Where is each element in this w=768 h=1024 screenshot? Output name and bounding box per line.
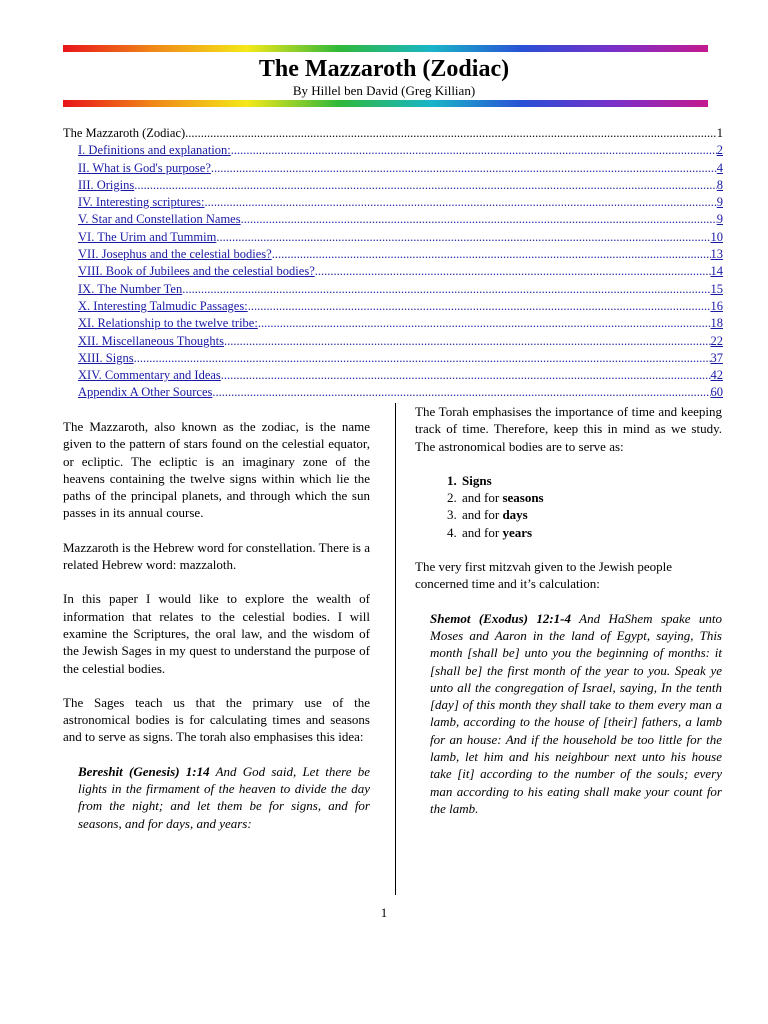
- toc-entry-label: XIV. Commentary and Ideas: [78, 368, 221, 383]
- toc-dot-leader: [211, 160, 717, 177]
- toc-entry-link[interactable]: [63, 160, 723, 177]
- toc-entry-page: 15: [710, 281, 723, 296]
- toc-entry-label: VIII. Book of Jubilees and the celestial bodies?: [78, 264, 315, 279]
- toc-entry-link[interactable]: [63, 333, 723, 350]
- exodus-quote: [415, 610, 722, 818]
- toc-entry-label: III. Origins: [78, 177, 135, 192]
- toc-dot-leader: [224, 333, 711, 350]
- toc-entry-label: IV. Interesting scriptures:: [78, 195, 205, 210]
- toc-entry-label: X. Interesting Talmudic Passages:: [78, 298, 248, 313]
- toc-entry-page: 42: [710, 368, 723, 383]
- toc-entry-link[interactable]: [63, 281, 723, 298]
- toc-entry-link[interactable]: [63, 211, 723, 228]
- toc-entry-page: 60: [710, 385, 723, 400]
- toc-entry-page: 16: [710, 298, 723, 313]
- toc-entry-page: 37: [710, 350, 723, 365]
- toc-entry-label: I. Definitions and explanation:: [78, 143, 231, 158]
- toc-entry-page: 13: [710, 247, 723, 262]
- toc-dot-leader: [248, 298, 711, 315]
- toc-dot-leader: [315, 263, 711, 280]
- table-of-contents: [63, 125, 723, 402]
- toc-dot-leader: [258, 315, 711, 332]
- toc-entry-label: XII. Miscellaneous Thoughts: [78, 333, 224, 348]
- column-divider: [395, 403, 396, 895]
- toc-entry-label: XIII. Signs: [78, 350, 134, 365]
- toc-entry-link[interactable]: [63, 350, 723, 367]
- hebrew-word-paragraph: Mazzaroth is the Hebrew word for constellation. There is a related Hebrew word: mazzaloth.: [63, 539, 370, 573]
- toc-dot-leader: [216, 229, 710, 246]
- purpose-list-item: [460, 524, 722, 541]
- toc-entry-link[interactable]: [63, 194, 723, 211]
- toc-entry-page: 22: [710, 333, 723, 348]
- bottom-rainbow-rule: [63, 100, 708, 107]
- list-item-keyword: seasons: [502, 490, 544, 506]
- toc-entry-list: [63, 142, 723, 401]
- toc-entry-link[interactable]: [63, 177, 723, 194]
- genesis-quote-reference: Bereshit (Genesis) 1:14: [78, 763, 210, 779]
- toc-entry-page: 18: [710, 316, 723, 331]
- list-item-prefix: and for: [462, 524, 503, 540]
- sages-paragraph: The Sages teach us that the primary use of the astronomical bodies is for calculating times and seasons and to serve as signs. The torah also emphasises this idea:: [63, 694, 370, 745]
- toc-entry-page: 9: [716, 212, 723, 227]
- purpose-list-item: [460, 472, 722, 489]
- purpose-list-item: [460, 489, 722, 506]
- toc-entry-page: 8: [716, 177, 723, 192]
- purpose-list: [415, 472, 722, 541]
- toc-entry-label: VII. Josephus and the celestial bodies?: [78, 247, 272, 262]
- top-rainbow-rule: [63, 45, 708, 52]
- toc-dot-leader: [212, 384, 710, 401]
- genesis-quote: [63, 763, 370, 832]
- genesis-quote-text: And God said, Let there be lights in the firmament of the heaven to divide the day from the night; and let them be for signs, and for seasons, and for days, and years:: [78, 763, 370, 831]
- list-item-keyword: days: [502, 507, 528, 523]
- toc-entry-label: IX. The Number Ten: [78, 281, 183, 296]
- toc-entry-label: Appendix A Other Sources: [78, 385, 213, 400]
- intro-paragraph: The Mazzaroth, also known as the zodiac, is the name given to the pattern of stars found on the celestial equator, or ecliptic. The ecliptic is an imaginary zone of the heavens containing the twelve signs within which lie the paths of the principal planets, and through which the sun passes in its annual course.: [63, 419, 370, 521]
- toc-entry-page: 10: [710, 229, 723, 244]
- toc-entry-link[interactable]: [63, 229, 723, 246]
- toc-main-label: The Mazzaroth (Zodiac): [63, 126, 186, 140]
- toc-dot-leader: [231, 142, 717, 159]
- toc-entry-label: XI. Relationship to the twelve tribe:: [78, 316, 258, 331]
- toc-entry-page: 14: [710, 264, 723, 279]
- toc-dot-leader: [204, 194, 716, 211]
- list-item-prefix: and for: [462, 507, 503, 523]
- document-title: The Mazzaroth (Zodiac): [258, 56, 510, 82]
- left-column: [63, 418, 370, 849]
- right-column: [415, 403, 722, 834]
- toc-entry-label: V. Star and Constellation Names: [78, 212, 241, 227]
- toc-entry-link[interactable]: [63, 263, 723, 280]
- exodus-quote-reference: Shemot (Exodus) 12:1-4: [430, 610, 571, 626]
- list-item-keyword: years: [502, 524, 533, 540]
- list-item-prefix: and for: [462, 490, 503, 506]
- toc-dot-leader: [241, 211, 717, 228]
- list-item-keyword: Signs: [462, 472, 492, 488]
- toc-entry-link[interactable]: [63, 367, 723, 384]
- toc-dot-leader: [182, 281, 710, 298]
- toc-entry-label: II. What is God's purpose?: [78, 160, 211, 175]
- torah-time-paragraph: The Torah emphasises the importance of time and keeping track of time. Therefore, keep this in mind as we study. The astronomical bodies are to serve as:: [415, 404, 722, 454]
- exodus-quote-text: And HaShem spake unto Moses and Aaron in the land of Egypt, saying, This month [shall be] unto you the beginning of months: it [shall be] the first month of the year to you. Speak ye unto all the congregation of Israel, saying, In the tenth [day] of this month they shall take to them every man a lamb, according to the house of [their] fathers, a lamb for an house: And if the household be too little for the lamb, let him and his neighbour next unto his house take [it] according to the number of the souls; every man according to his eating shall make your count for the lamb.: [430, 610, 722, 816]
- first-mitzvah-paragraph: The very first mitzvah given to the Jewish people concerned time and it’s calculation:: [415, 559, 673, 592]
- page-number: 1: [380, 905, 388, 920]
- toc-main-page: 1: [716, 126, 723, 140]
- toc-dot-leader: [134, 177, 717, 194]
- toc-entry-link[interactable]: [63, 142, 723, 159]
- toc-dot-leader: [221, 367, 711, 384]
- toc-entry-page: 4: [716, 160, 723, 175]
- purpose-paragraph: In this paper I would like to explore the wealth of information that relates to the celestial bodies. I will examine the Scriptures, the oral law, and the wisdom of the Jewish Sages in my quest to understand the purpose of the celestial bodies.: [63, 591, 370, 676]
- toc-entry-page: 9: [716, 195, 723, 210]
- toc-entry-link[interactable]: [63, 315, 723, 332]
- toc-entry-page: 2: [716, 143, 723, 158]
- toc-entry-link[interactable]: [63, 384, 723, 401]
- toc-dot-leader: [272, 246, 711, 263]
- purpose-list-item: [460, 506, 722, 523]
- toc-dot-leader: [185, 125, 717, 142]
- toc-dot-leader: [134, 350, 711, 367]
- toc-entry-label: VI. The Urim and Tummim: [78, 229, 217, 244]
- toc-entry-link[interactable]: [63, 246, 723, 263]
- toc-entry-link[interactable]: [63, 298, 723, 315]
- author-line: By Hillel ben David (Greg Killian): [292, 83, 476, 98]
- toc-main-entry: [63, 125, 723, 142]
